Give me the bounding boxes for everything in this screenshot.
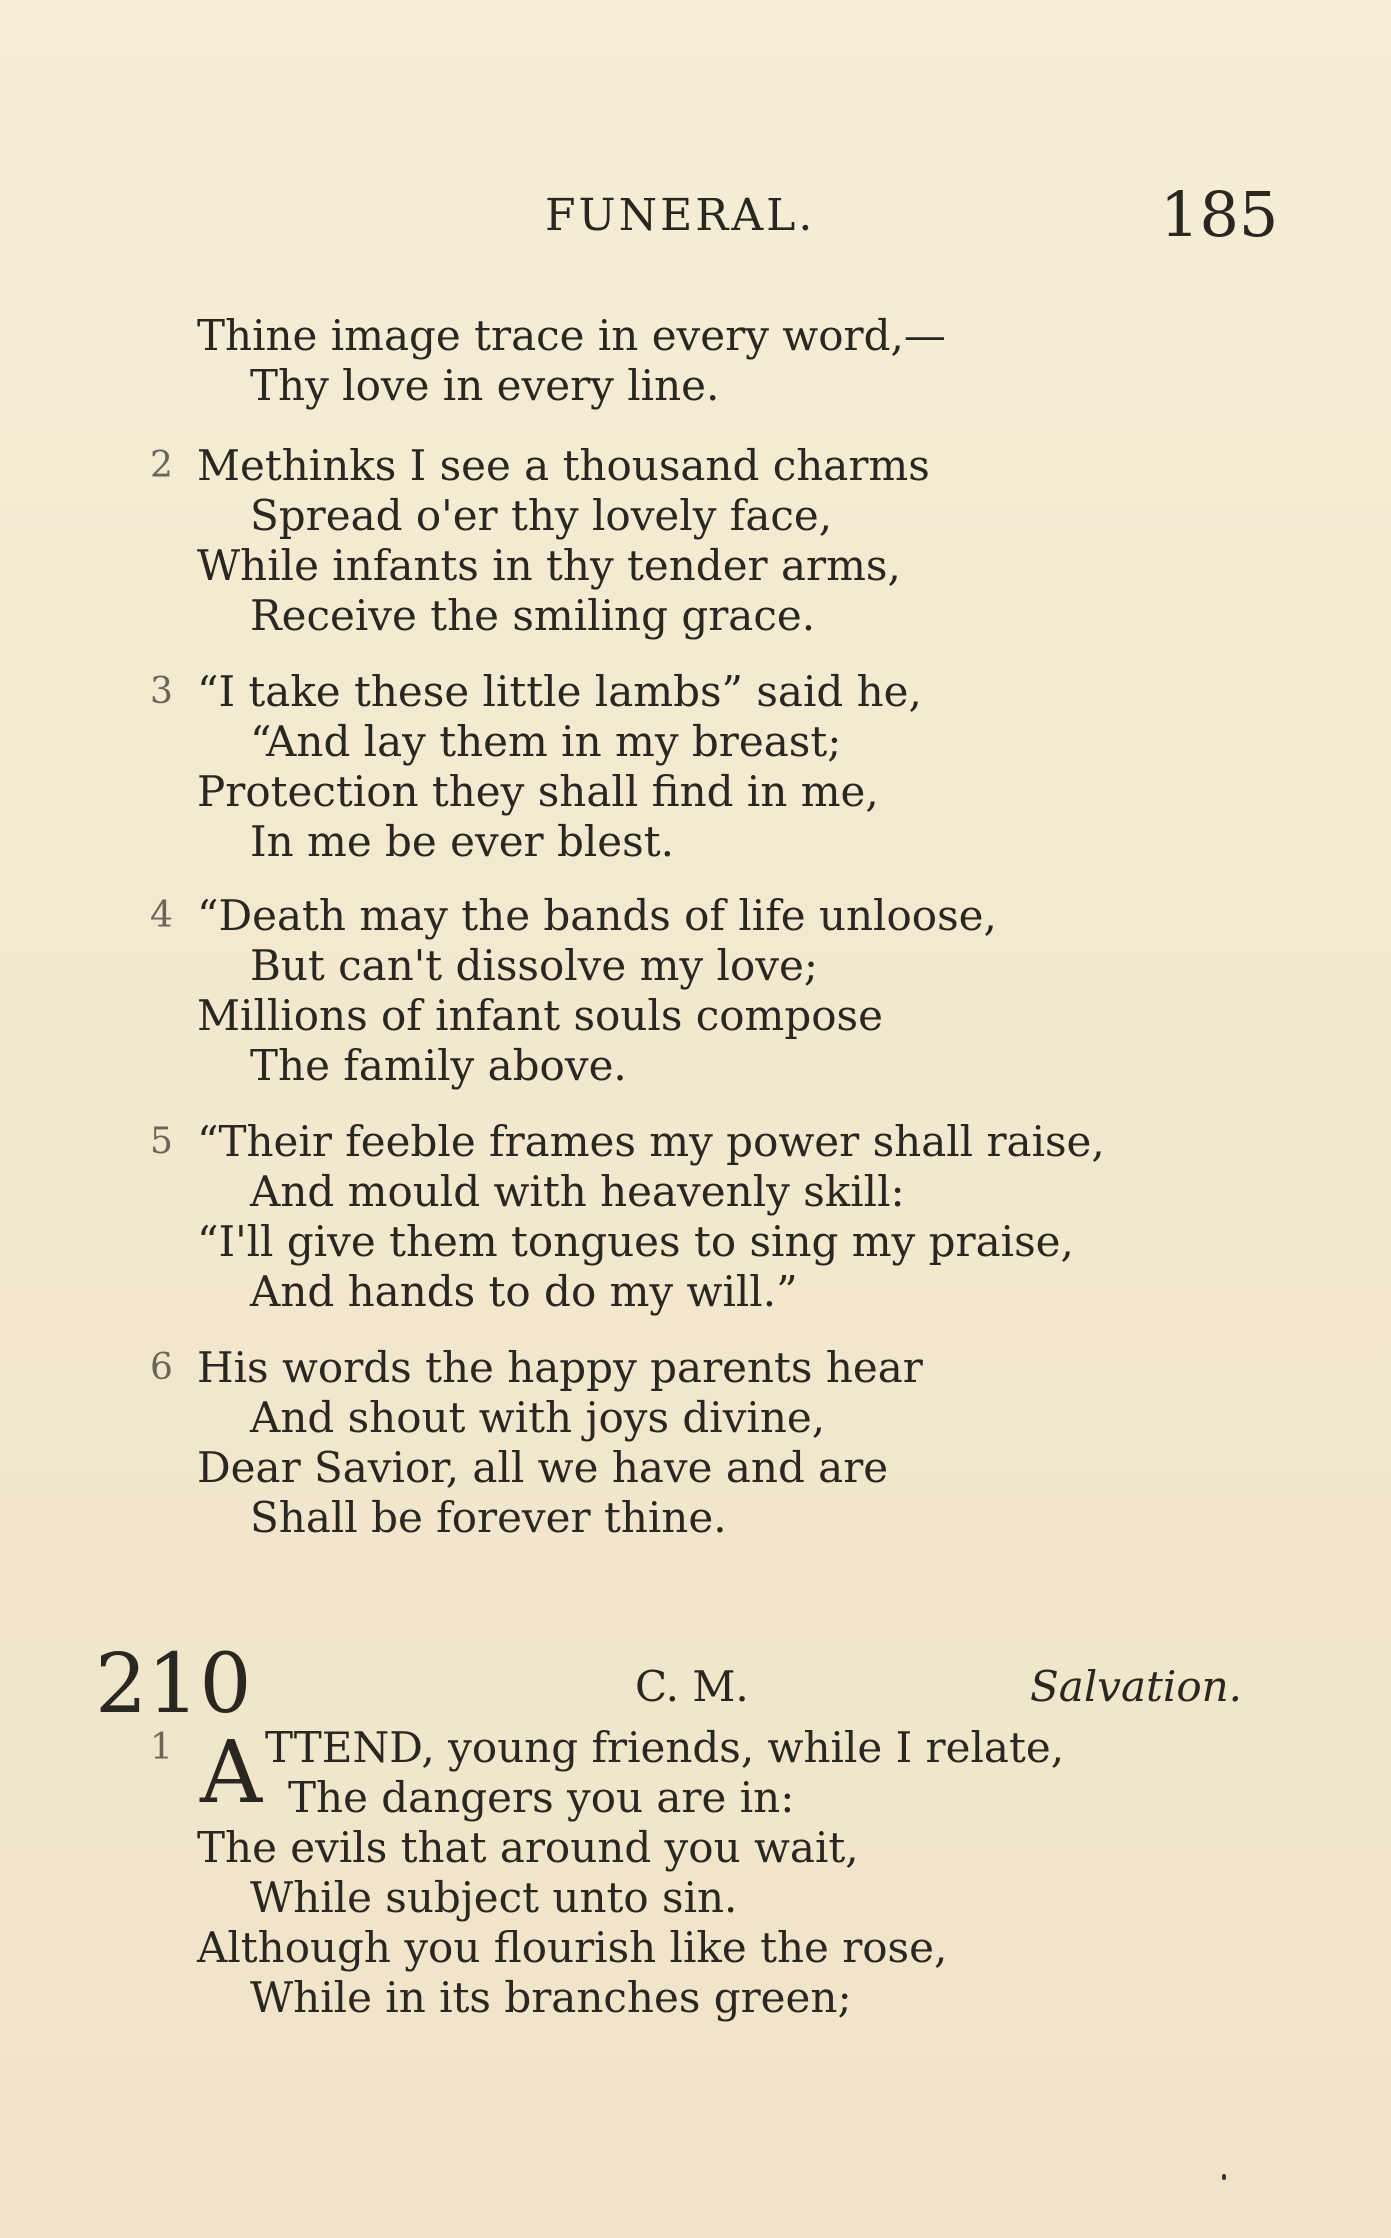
verse-number: 1 bbox=[150, 1727, 173, 1768]
running-header-title: FUNERAL. bbox=[545, 190, 816, 241]
ink-speck bbox=[1222, 2174, 1226, 2180]
verse-line: Methinks I see a thousand charms bbox=[197, 441, 930, 490]
hymn-number: 210 bbox=[95, 1637, 252, 1732]
verse-line: “Their feeble frames my power shall raise, bbox=[197, 1117, 1105, 1166]
verse-line: TTEND, young friends, while I relate, bbox=[265, 1723, 1065, 1772]
verse-line: Protection they shall find in me, bbox=[197, 767, 879, 816]
verse-line: Shall be forever thine. bbox=[250, 1493, 727, 1542]
verse-line: While in its branches green; bbox=[250, 1973, 852, 2022]
verse-line: The dangers you are in: bbox=[288, 1773, 795, 1822]
continuation-line: Thine image trace in every word,— bbox=[197, 311, 946, 360]
verse-line: While subject unto sin. bbox=[250, 1873, 738, 1922]
verse-line: Millions of infant souls compose bbox=[197, 991, 883, 1040]
verse-line: Spread o'er thy lovely face, bbox=[250, 491, 833, 540]
verse-line: Receive the smiling grace. bbox=[250, 591, 816, 640]
verse-line: His words the happy parents hear bbox=[197, 1343, 923, 1392]
verse-line: Although you flourish like the rose, bbox=[197, 1923, 948, 1972]
drop-cap: A bbox=[200, 1723, 263, 1823]
verse-line: The family above. bbox=[250, 1041, 627, 1090]
verse-line: “I take these little lambs” said he, bbox=[197, 667, 922, 716]
verse-number: 2 bbox=[150, 445, 173, 486]
verse-line: “I'll give them tongues to sing my praise, bbox=[197, 1217, 1074, 1266]
verse-line: “Death may the bands of life unloose, bbox=[197, 891, 997, 940]
continuation-line: Thy love in every line. bbox=[250, 361, 720, 410]
verse-number: 6 bbox=[150, 1347, 173, 1388]
hymn-tune-name: Salvation. bbox=[1030, 1662, 1243, 1711]
verse-line: In me be ever blest. bbox=[250, 817, 674, 866]
verse-line: And shout with joys divine, bbox=[250, 1393, 826, 1442]
hymn-meter: C. M. bbox=[635, 1662, 749, 1711]
verse-number: 3 bbox=[150, 671, 173, 712]
page-number: 185 bbox=[1160, 178, 1279, 251]
verse-line: While infants in thy tender arms, bbox=[197, 541, 901, 590]
verse-line: And hands to do my will.” bbox=[250, 1267, 798, 1316]
verse-number: 5 bbox=[150, 1121, 173, 1162]
verse-number: 4 bbox=[150, 895, 173, 936]
verse-line: And mould with heavenly skill: bbox=[250, 1167, 905, 1216]
verse-line: The evils that around you wait, bbox=[197, 1823, 859, 1872]
verse-line: Dear Savior, all we have and are bbox=[197, 1443, 889, 1492]
verse-line: But can't dissolve my love; bbox=[250, 941, 818, 990]
verse-line: “And lay them in my breast; bbox=[250, 717, 842, 766]
